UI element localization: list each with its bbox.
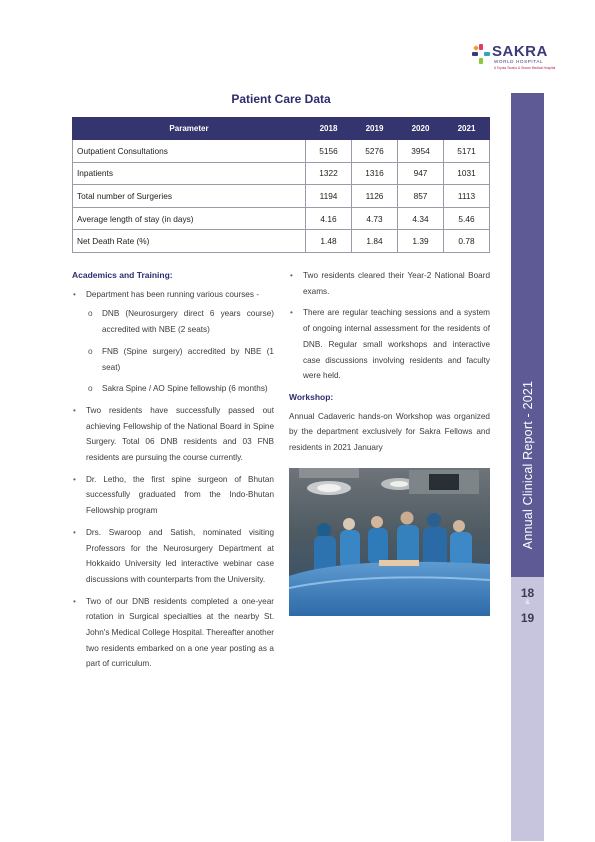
table-cell: 1031 xyxy=(444,162,490,185)
table-cell: 4.73 xyxy=(352,207,398,230)
table-cell: 5171 xyxy=(444,140,490,163)
table-row xyxy=(73,162,490,185)
table-cell: 1.84 xyxy=(352,230,398,253)
surgery-scene-image xyxy=(289,468,490,616)
table-cell-label: Inpatients xyxy=(73,162,306,185)
course-item: o DNB (Neurosurgery direct 6 years course) accredited with NBE (2 seats) xyxy=(86,306,274,337)
table-header-cell: 2020 xyxy=(398,118,444,140)
logo-subtitle: WORLD HOSPITAL xyxy=(494,59,544,64)
academics-list-continued xyxy=(289,268,490,384)
academics-list xyxy=(72,287,274,672)
list-item: • Dr. Letho, the first spine surgeon of Bhutan successfully graduated from the Indo-Bhutan Fellowship program xyxy=(72,472,274,519)
table-row xyxy=(73,207,490,230)
academics-heading: Academics and Training: xyxy=(72,270,173,280)
list-item: • Drs. Swaroop and Satish, nominated visiting Professors for the Neurosurgery Department at Hokkaido University led interactive webinar case discussions with counterparts from the University. xyxy=(72,525,274,588)
table-cell: 1126 xyxy=(352,185,398,208)
page-number-right: 19 xyxy=(520,611,535,625)
table-cell: 947 xyxy=(398,162,444,185)
report-title: Annual Clinical Report - 2021 xyxy=(520,380,535,550)
table-cell: 4.34 xyxy=(398,207,444,230)
table-cell-label: Total number of Surgeries xyxy=(73,185,306,208)
sakra-logo-mark-icon xyxy=(470,42,494,70)
page-number-left: 18 xyxy=(520,586,535,600)
page-number-separator: & xyxy=(525,600,530,606)
table-header-row xyxy=(73,118,490,140)
list-item xyxy=(72,287,274,397)
right-column xyxy=(289,268,490,456)
list-item: • Two residents have successfully passed out achieving Fellowship of the National Board in Spine Surgery. Total 06 DNB residents and 03 FNB residents are pursuing the course currently. xyxy=(72,403,274,466)
table-cell: 857 xyxy=(398,185,444,208)
list-item-text: Department has been running various courses - xyxy=(86,289,259,299)
table-cell-label: Outpatient Consultations xyxy=(73,140,306,163)
logo-tagline: A Toyota Tsusho & Secom Medical Hospital xyxy=(494,66,556,70)
table-cell: 1.39 xyxy=(398,230,444,253)
table-cell: 1322 xyxy=(306,162,352,185)
table-cell: 5276 xyxy=(352,140,398,163)
sidebar-title xyxy=(511,93,544,577)
table-header-cell: 2018 xyxy=(306,118,352,140)
list-item: • There are regular teaching sessions and a system of ongoing internal assessment for the residents of DNB. Regular small workshops and interactive case discussions involving residents and faculty were held. xyxy=(289,305,490,384)
table-cell: 1113 xyxy=(444,185,490,208)
list-item: • Two residents cleared their Year-2 National Board exams. xyxy=(289,268,490,299)
workshop-heading: Workshop: xyxy=(289,391,334,402)
patient-care-table xyxy=(72,117,490,253)
workshop-text: Annual Cadaveric hands-on Workshop was organized by the department exclusively for Sakra Fellows and residents in 2021 January xyxy=(289,411,490,453)
table-cell: 4.16 xyxy=(306,207,352,230)
logo-name: SAKRA xyxy=(492,43,548,60)
table-row xyxy=(73,185,490,208)
table-cell-label: Average length of stay (in days) xyxy=(73,207,306,230)
academics-column xyxy=(72,268,274,678)
list-item: • Two of our DNB residents completed a one-year rotation in Surgical specialties at the nearby St. John's Medical College Hospital. Thereafter another two residents embarked on a one year posting as a part of curriculum. xyxy=(72,594,274,673)
hospital-logo xyxy=(470,40,556,82)
table-cell: 5156 xyxy=(306,140,352,163)
table-cell: 1316 xyxy=(352,162,398,185)
table-header-cell: 2021 xyxy=(444,118,490,140)
table-cell: 0.78 xyxy=(444,230,490,253)
workshop-photo xyxy=(289,468,490,616)
courses-list xyxy=(86,306,274,397)
table-cell: 5.46 xyxy=(444,207,490,230)
table-title: Patient Care Data xyxy=(231,92,331,106)
table-cell: 1.48 xyxy=(306,230,352,253)
table-cell-label: Net Death Rate (%) xyxy=(73,230,306,253)
course-item: o Sakra Spine / AO Spine fellowship (6 months) xyxy=(86,381,274,397)
table-header-cell: Parameter xyxy=(73,118,306,140)
course-item: o FNB (Spine surgery) accredited by NBE (1 seat) xyxy=(86,344,274,375)
table-cell: 3954 xyxy=(398,140,444,163)
table-row xyxy=(73,230,490,253)
table-header-cell: 2019 xyxy=(352,118,398,140)
table-cell: 1194 xyxy=(306,185,352,208)
table-row xyxy=(73,140,490,163)
